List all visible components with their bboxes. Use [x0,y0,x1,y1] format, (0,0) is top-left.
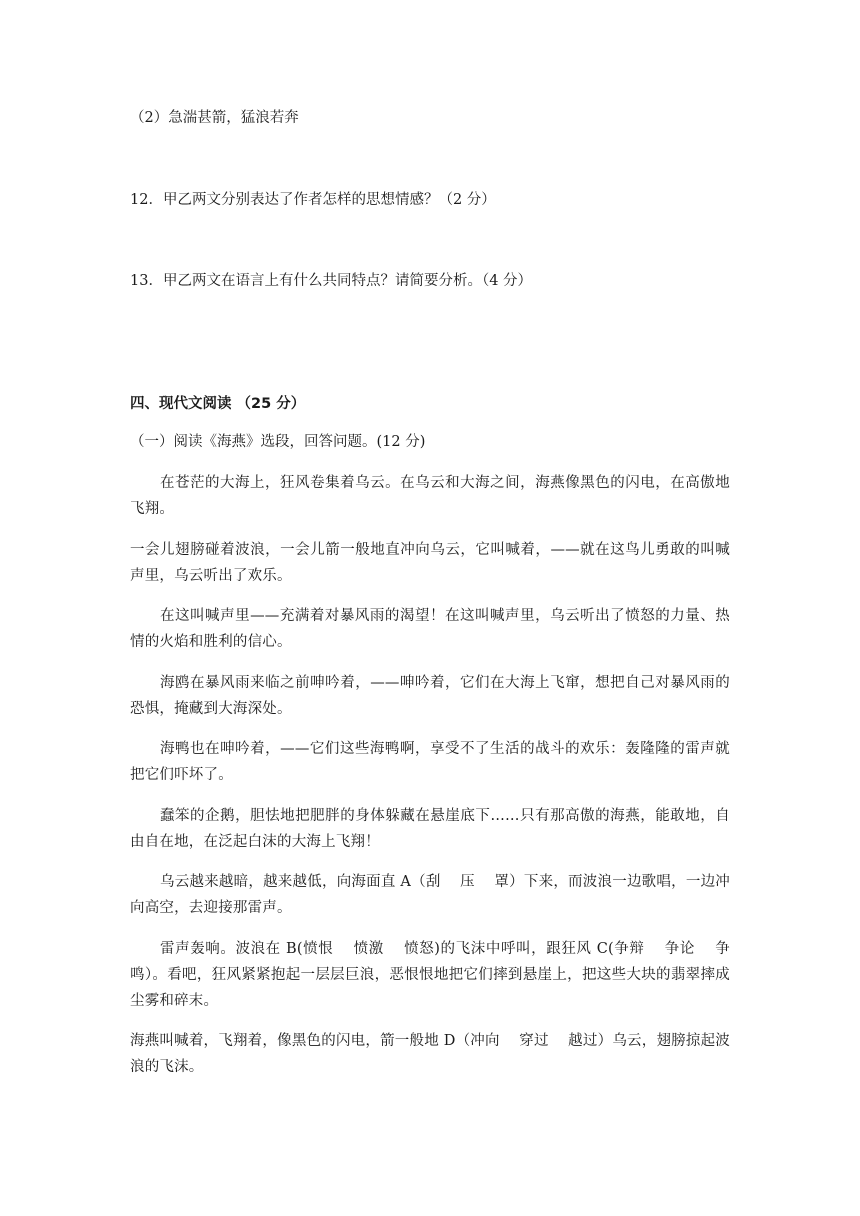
passage-paragraph: 海燕叫喊着，飞翔着，像黑色的闪电，箭一般地 D（冲向 穿过 越过）乌云，翅膀掠起波浪的飞沫。 [130,1033,730,1075]
passage-paragraph: 在这叫喊声里——充满着对暴风雨的渴望！在这叫喊声里，乌云听出了愤怒的力量、热情的火焰和胜利的信心。 [130,608,730,650]
passage-paragraph: 在苍茫的大海上，狂风卷集着乌云。在乌云和大海之间，海燕像黑色的闪电，在高傲地飞翔。 [130,475,730,517]
passage-paragraph: 乌云越来越暗，越来越低，向海面直 A（刮 压 罩）下来，而波浪一边歌唱，一边冲向高空，去迎接那雷声。 [130,874,730,916]
question-13: 13．甲乙两文在语言上有什么共同特点？请简要分析。（4 分） [130,273,533,289]
passage-paragraph: 一会儿翅膀碰着波浪，一会儿箭一般地直冲向乌云，它叫喊着，——就在这鸟儿勇敢的叫喊声里，乌云听出了欢乐。 [130,542,730,584]
passage-paragraph: 蠢笨的企鹅，胆怯地把肥胖的身体躲藏在悬崖底下……只有那高傲的海燕，能敢地，自由自在地，在泛起白沫的大海上飞翔！ [130,808,730,850]
passage-paragraph: 海鸭也在呻吟着，——它们这些海鸭啊，享受不了生活的战斗的欢乐：轰隆隆的雷声就把它们吓坏了。 [130,741,730,783]
section-heading: 四、现代文阅读 （25 分） [130,396,306,412]
question-11-item-2: （2）急湍甚箭，猛浪若奔 [130,110,299,126]
subsection-heading: （一）阅读《海燕》选段，回答问题。(12 分) [130,434,426,450]
passage-paragraph: 海鸥在暴风雨来临之前呻吟着，——呻吟着，它们在大海上飞窜，想把自己对暴风雨的恐惧，掩藏到大海深处。 [130,675,730,717]
passage-paragraph: 雷声轰响。波浪在 B(愤恨 愤激 愤怒)的飞沫中呼叫，跟狂风 C(争辩 争论 争鸣）。看吧，狂风紧紧抱起一层层巨浪，恶恨恨地把它们摔到悬崖上，把这些大块的翡翠摔成尘雾和碎末。 [130,941,730,1009]
question-12: 12．甲乙两文分别表达了作者怎样的思想情感？（2 分） [130,192,496,208]
